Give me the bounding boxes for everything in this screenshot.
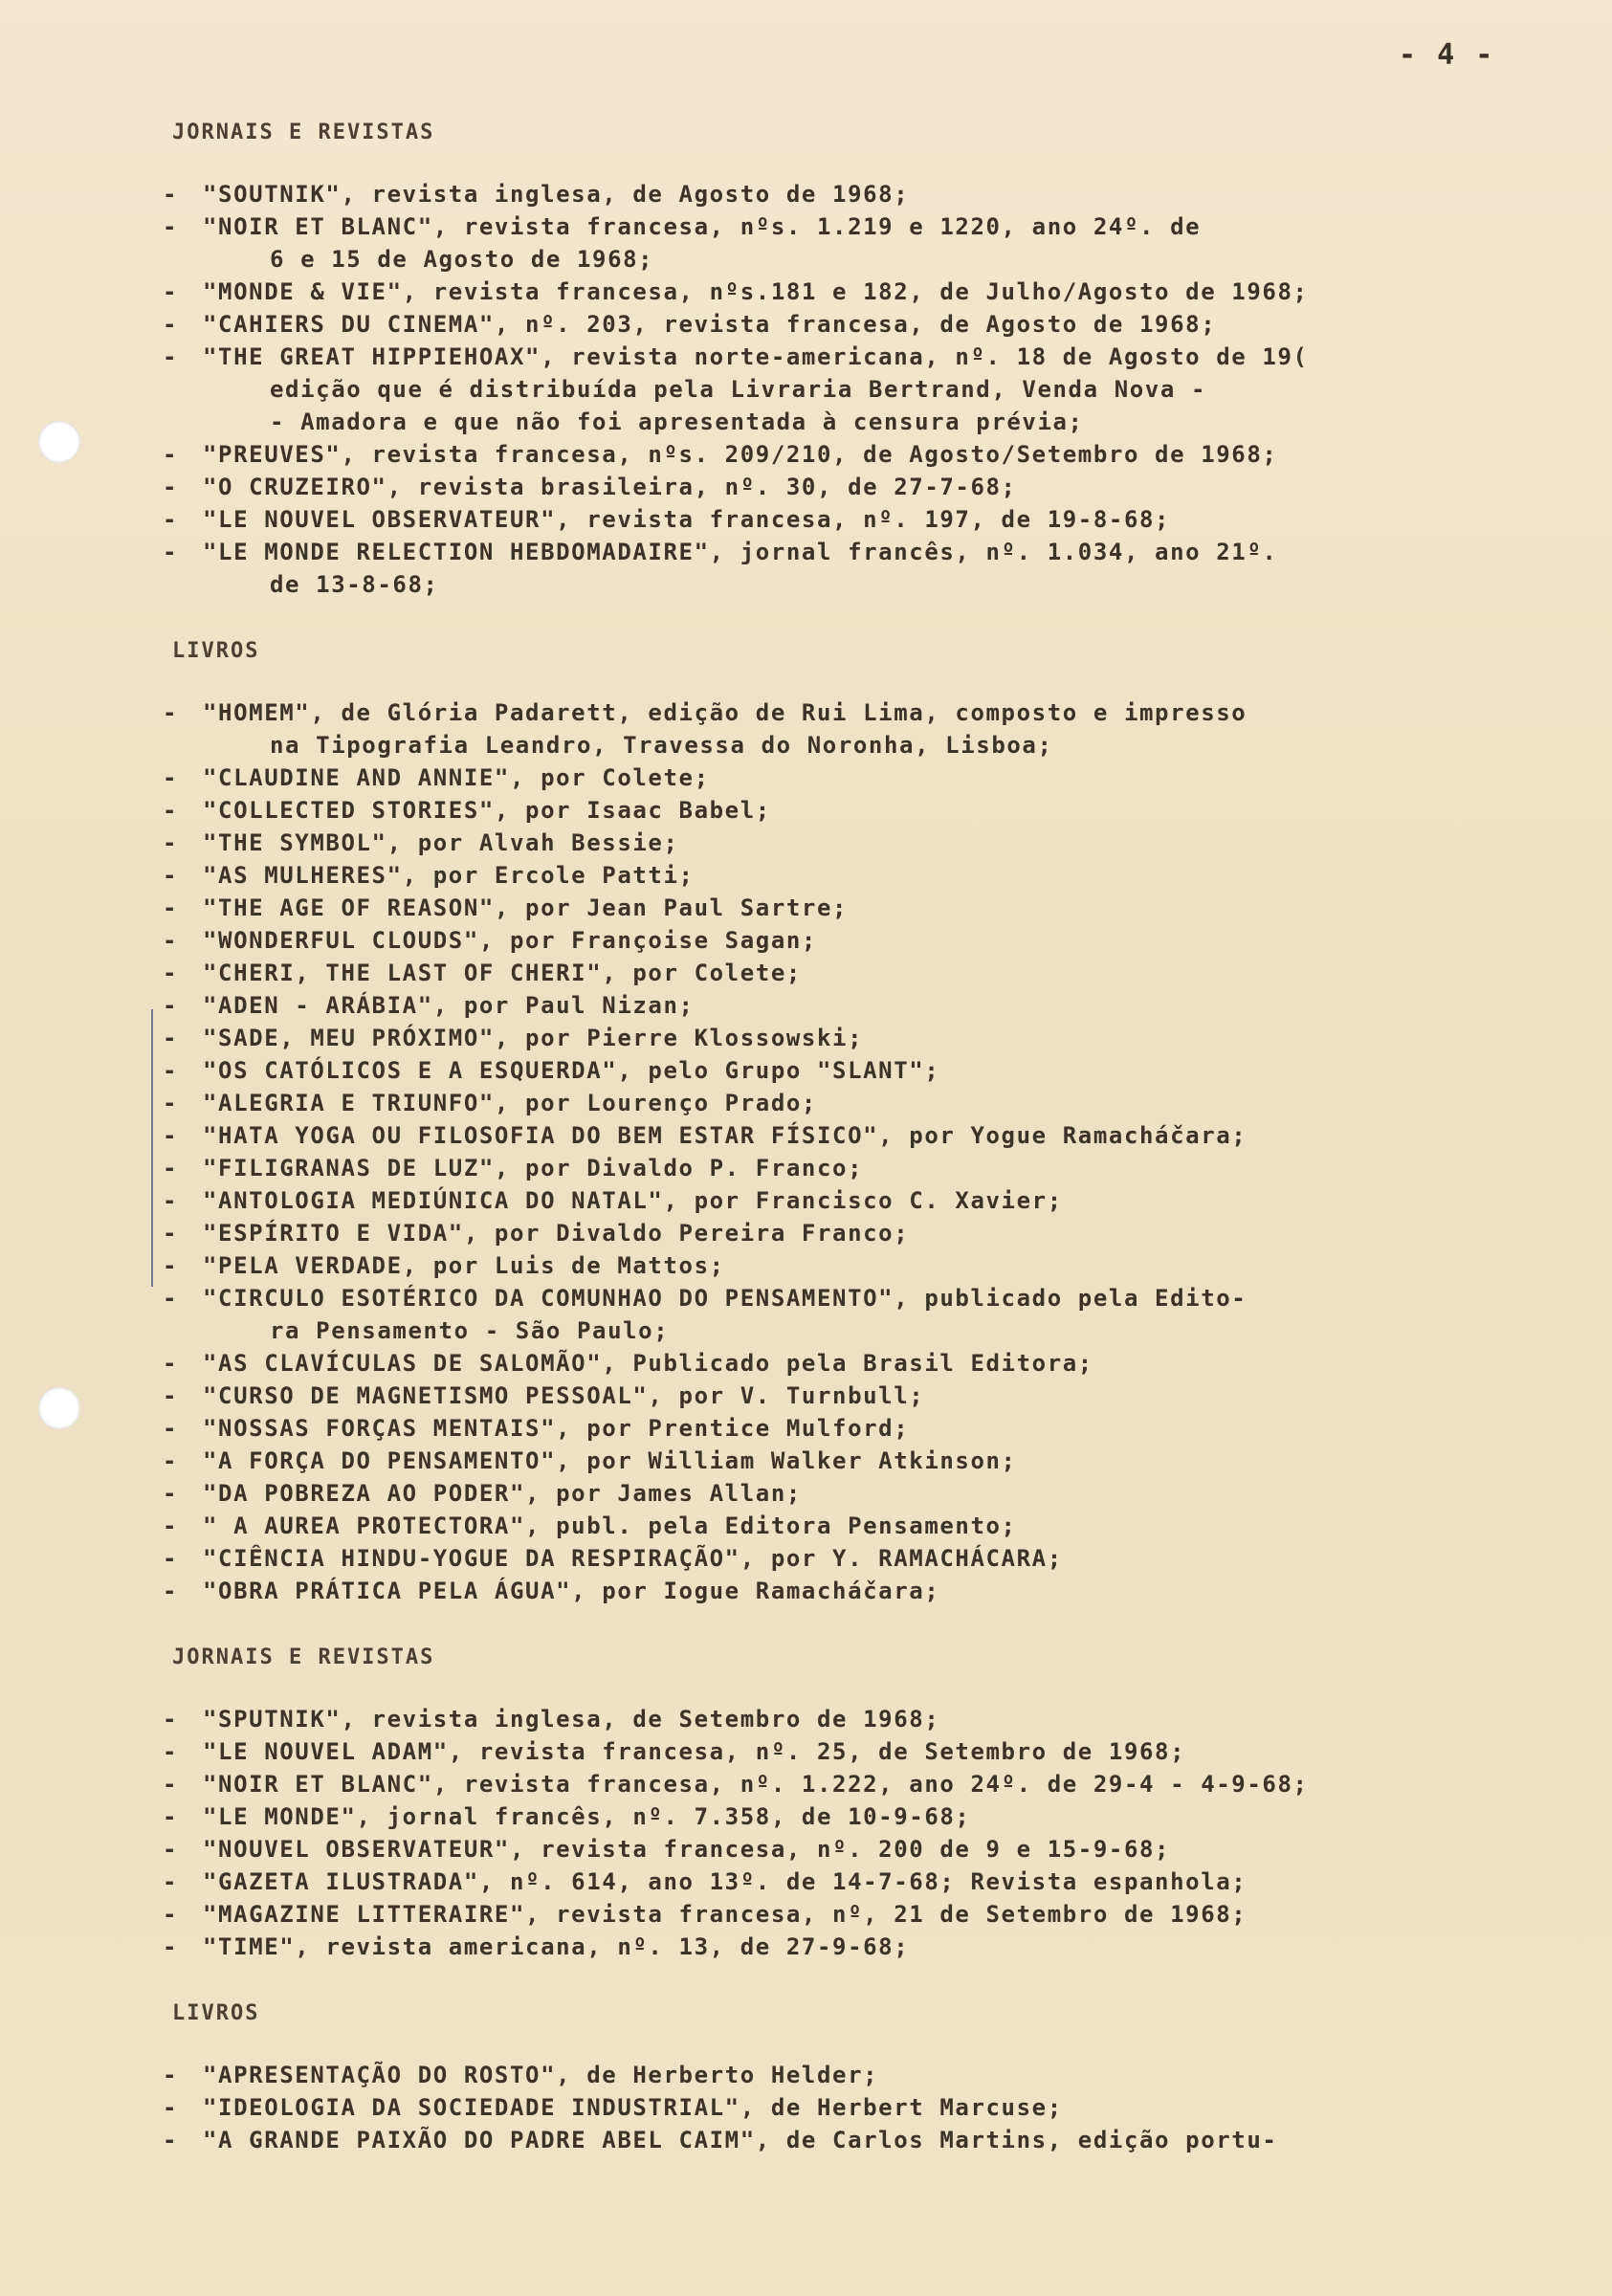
- dash-bullet: -: [163, 829, 179, 856]
- list-item: [163, 1152, 1540, 1184]
- item-text: "LE MONDE", jornal francês, nº. 7.358, de 10-9-68;: [203, 1803, 971, 1830]
- item-continuation: - Amadora e que não foi apresentada à censura prévia;: [270, 408, 1084, 435]
- item-text: "NOSSAS FORÇAS MENTAIS", por Prentice Mulford;: [203, 1415, 910, 1442]
- item-text: "DA POBREZA AO PODER", por James Allan;: [203, 1480, 802, 1507]
- document-body: [163, 117, 1540, 2191]
- item-text: "NOIR ET BLANC", revista francesa, nº. 1.222, ano 24º. de 29-4 - 4-9-68;: [203, 1771, 1309, 1798]
- dash-bullet: -: [163, 1252, 179, 1279]
- section-heading: LIVROS: [172, 639, 260, 663]
- dash-bullet: -: [163, 1447, 179, 1474]
- item-text: "A GRANDE PAIXÃO DO PADRE ABEL CAIM", de Carlos Martins, edição portu-: [203, 2127, 1278, 2153]
- item-text: "FILIGRANAS DE LUZ", por Divaldo P. Franco;: [203, 1155, 864, 1181]
- list-item: [163, 957, 1540, 989]
- item-text: "LE NOUVEL ADAM", revista francesa, nº. 25, de Setembro de 1968;: [203, 1738, 1186, 1765]
- page-number: - 4 -: [1399, 38, 1495, 72]
- list-item: [163, 1931, 1540, 1963]
- dash-bullet: -: [163, 1382, 179, 1409]
- item-text: "MONDE & VIE", revista francesa, nºs.181 e 182, de Julho/Agosto de 1968;: [203, 278, 1309, 305]
- list-item: [163, 1768, 1540, 1800]
- list-item: [163, 438, 1540, 471]
- list-item: [163, 210, 1540, 276]
- item-text: "WONDERFUL CLOUDS", por Françoise Sagan;: [203, 927, 817, 954]
- item-text: "OBRA PRÁTICA PELA ÁGUA", por Iogue Ramacháčara;: [203, 1578, 940, 1604]
- dash-bullet: -: [163, 1480, 179, 1507]
- list-item: [163, 924, 1540, 957]
- list-item: [163, 762, 1540, 794]
- item-text: "ADEN - ARÁBIA", por Paul Nizan;: [203, 992, 695, 1019]
- item-text: "O CRUZEIRO", revista brasileira, nº. 30, de 27-7-68;: [203, 474, 1017, 500]
- dash-bullet: -: [163, 474, 179, 500]
- dash-bullet: -: [163, 278, 179, 305]
- list-item: [163, 1445, 1540, 1477]
- list-item: [163, 1477, 1540, 1510]
- list-item: [163, 178, 1540, 210]
- item-text: "LE NOUVEL OBSERVATEUR", revista francesa, nº. 197, de 19-8-68;: [203, 506, 1171, 533]
- list-item: [163, 1510, 1540, 1542]
- item-text: "HATA YOGA OU FILOSOFIA DO BEM ESTAR FÍSICO", por Yogue Ramacháčara;: [203, 1122, 1248, 1149]
- dash-bullet: -: [163, 441, 179, 468]
- dash-bullet: -: [163, 343, 179, 370]
- dash-bullet: -: [163, 2094, 179, 2121]
- section-2: [163, 1642, 1540, 1963]
- dash-bullet: -: [163, 1771, 179, 1798]
- list-item: [163, 1380, 1540, 1412]
- dash-bullet: -: [163, 1187, 179, 1214]
- item-text: "GAZETA ILUSTRADA", nº. 614, ano 13º. de 14-7-68; Revista espanhola;: [203, 1868, 1248, 1895]
- dash-bullet: -: [163, 1057, 179, 1084]
- dash-bullet: -: [163, 181, 179, 208]
- dash-bullet: -: [163, 1512, 179, 1539]
- item-text: "PELA VERDADE, por Luis de Mattos;: [203, 1252, 725, 1279]
- dash-bullet: -: [163, 1090, 179, 1116]
- item-text: "ALEGRIA E TRIUNFO", por Lourenço Prado;: [203, 1090, 817, 1116]
- item-list: [163, 2059, 1540, 2156]
- item-text: "LE MONDE RELECTION HEBDOMADAIRE", jornal francês, nº. 1.034, ano 21º.: [203, 539, 1278, 565]
- item-text: "COLLECTED STORIES", por Isaac Babel;: [203, 797, 771, 824]
- list-item: [163, 1575, 1540, 1607]
- item-continuation: edição que é distribuída pela Livraria Bertrand, Venda Nova -: [270, 376, 1207, 403]
- item-text: "IDEOLOGIA DA SOCIEDADE INDUSTRIAL", de Herbert Marcuse;: [203, 2094, 1063, 2121]
- list-item: [163, 2124, 1540, 2156]
- section-0: [163, 117, 1540, 601]
- item-text: "AS CLAVÍCULAS DE SALOMÃO", Publicado pela Brasil Editora;: [203, 1350, 1093, 1377]
- dash-bullet: -: [163, 1836, 179, 1863]
- item-text: "CIRCULO ESOTÉRICO DA COMUNHAO DO PENSAMENTO", publicado pela Edito-: [203, 1285, 1248, 1312]
- section-1: [163, 635, 1540, 1607]
- list-item: [163, 1703, 1540, 1735]
- list-item: [163, 794, 1540, 827]
- item-text: "PREUVES", revista francesa, nºs. 209/210, de Agosto/Setembro de 1968;: [203, 441, 1278, 468]
- item-text: "THE SYMBOL", por Alvah Bessie;: [203, 829, 679, 856]
- item-list: [163, 178, 1540, 601]
- dash-bullet: -: [163, 311, 179, 338]
- list-item: [163, 827, 1540, 859]
- dash-bullet: -: [163, 2127, 179, 2153]
- item-text: "A FORÇA DO PENSAMENTO", por William Walker Atkinson;: [203, 1447, 1017, 1474]
- dash-bullet: -: [163, 1155, 179, 1181]
- list-item: [163, 2059, 1540, 2091]
- dash-bullet: -: [163, 1415, 179, 1442]
- dash-bullet: -: [163, 1122, 179, 1149]
- list-item: [163, 1898, 1540, 1931]
- list-item: [163, 1542, 1540, 1575]
- dash-bullet: -: [163, 1025, 179, 1051]
- list-item: [163, 892, 1540, 924]
- dash-bullet: -: [163, 1901, 179, 1928]
- section-heading: LIVROS: [172, 2001, 260, 2025]
- list-item: [163, 1249, 1540, 1282]
- list-item: [163, 276, 1540, 308]
- item-text: "APRESENTAÇÃO DO ROSTO", de Herberto Helder;: [203, 2062, 879, 2088]
- list-item: [163, 696, 1540, 762]
- item-text: "MAGAZINE LITTERAIRE", revista francesa, nº, 21 de Setembro de 1968;: [203, 1901, 1248, 1928]
- item-continuation: de 13-8-68;: [270, 571, 439, 598]
- dash-bullet: -: [163, 992, 179, 1019]
- list-item: [163, 471, 1540, 503]
- item-list: [163, 696, 1540, 1607]
- item-text: "ESPÍRITO E VIDA", por Divaldo Pereira Franco;: [203, 1220, 910, 1247]
- item-text: "CIÊNCIA HINDU-YOGUE DA RESPIRAÇÃO", por Y. RAMACHÁCARA;: [203, 1545, 1063, 1572]
- list-item: [163, 341, 1540, 438]
- list-item: [163, 1217, 1540, 1249]
- item-list: [163, 1703, 1540, 1963]
- item-text: "SOUTNIK", revista inglesa, de Agosto de 1968;: [203, 181, 910, 208]
- item-text: "ANTOLOGIA MEDIÚNICA DO NATAL", por Francisco C. Xavier;: [203, 1187, 1063, 1214]
- dash-bullet: -: [163, 1578, 179, 1604]
- item-text: "SADE, MEU PRÓXIMO", por Pierre Klossowski;: [203, 1025, 864, 1051]
- item-text: "OS CATÓLICOS E A ESQUERDA", pelo Grupo "SLANT";: [203, 1057, 940, 1084]
- list-item: [163, 1282, 1540, 1347]
- punch-hole-top: [38, 421, 80, 463]
- list-item: [163, 1833, 1540, 1866]
- item-text: "CLAUDINE AND ANNIE", por Colete;: [203, 764, 710, 791]
- item-text: "SPUTNIK", revista inglesa, de Setembro de 1968;: [203, 1706, 940, 1733]
- list-item: [163, 1119, 1540, 1152]
- list-item: [163, 1184, 1540, 1217]
- item-text: "CHERI, THE LAST OF CHERI", por Colete;: [203, 960, 802, 986]
- dash-bullet: -: [163, 1706, 179, 1733]
- list-item: [163, 1054, 1540, 1087]
- punch-hole-bottom: [38, 1387, 80, 1429]
- item-text: "TIME", revista americana, nº. 13, de 27-9-68;: [203, 1933, 910, 1960]
- dash-bullet: -: [163, 1350, 179, 1377]
- dash-bullet: -: [163, 213, 179, 240]
- list-item: [163, 1800, 1540, 1833]
- dash-bullet: -: [163, 1868, 179, 1895]
- dash-bullet: -: [163, 2062, 179, 2088]
- list-item: [163, 536, 1540, 601]
- dash-bullet: -: [163, 862, 179, 889]
- dash-bullet: -: [163, 797, 179, 824]
- item-continuation: na Tipografia Leandro, Travessa do Noronha, Lisboa;: [270, 732, 1053, 759]
- item-text: "CAHIERS DU CINEMA", nº. 203, revista francesa, de Agosto de 1968;: [203, 311, 1217, 338]
- item-text: "THE AGE OF REASON", por Jean Paul Sartre;: [203, 894, 849, 921]
- dash-bullet: -: [163, 764, 179, 791]
- list-item: [163, 1087, 1540, 1119]
- item-text: "THE GREAT HIPPIEHOAX", revista norte-americana, nº. 18 de Agosto de 19(: [203, 343, 1309, 370]
- section-heading: JORNAIS E REVISTAS: [172, 121, 435, 144]
- list-item: [163, 2091, 1540, 2124]
- list-item: [163, 859, 1540, 892]
- dash-bullet: -: [163, 1220, 179, 1247]
- dash-bullet: -: [163, 506, 179, 533]
- section-heading: JORNAIS E REVISTAS: [172, 1645, 435, 1669]
- item-text: " A AUREA PROTECTORA", publ. pela Editora Pensamento;: [203, 1512, 1017, 1539]
- list-item: [163, 1866, 1540, 1898]
- dash-bullet: -: [163, 1933, 179, 1960]
- dash-bullet: -: [163, 1738, 179, 1765]
- item-text: "CURSO DE MAGNETISMO PESSOAL", por V. Turnbull;: [203, 1382, 925, 1409]
- list-item: [163, 1412, 1540, 1445]
- item-text: "AS MULHERES", por Ercole Patti;: [203, 862, 695, 889]
- list-item: [163, 1347, 1540, 1380]
- list-item: [163, 989, 1540, 1022]
- list-item: [163, 1735, 1540, 1768]
- item-continuation: 6 e 15 de Agosto de 1968;: [270, 246, 654, 273]
- dash-bullet: -: [163, 1803, 179, 1830]
- margin-pen-mark: [151, 1009, 153, 1287]
- item-continuation: ra Pensamento - São Paulo;: [270, 1317, 670, 1344]
- list-item: [163, 503, 1540, 536]
- item-text: "NOUVEL OBSERVATEUR", revista francesa, nº. 200 de 9 e 15-9-68;: [203, 1836, 1171, 1863]
- dash-bullet: -: [163, 1285, 179, 1312]
- item-text: "HOMEM", de Glória Padarett, edição de Rui Lima, composto e impresso: [203, 699, 1248, 726]
- dash-bullet: -: [163, 960, 179, 986]
- list-item: [163, 308, 1540, 341]
- dash-bullet: -: [163, 699, 179, 726]
- dash-bullet: -: [163, 539, 179, 565]
- item-text: "NOIR ET BLANC", revista francesa, nºs. 1.219 e 1220, ano 24º. de: [203, 213, 1202, 240]
- dash-bullet: -: [163, 927, 179, 954]
- section-3: [163, 1998, 1540, 2156]
- dash-bullet: -: [163, 894, 179, 921]
- dash-bullet: -: [163, 1545, 179, 1572]
- list-item: [163, 1022, 1540, 1054]
